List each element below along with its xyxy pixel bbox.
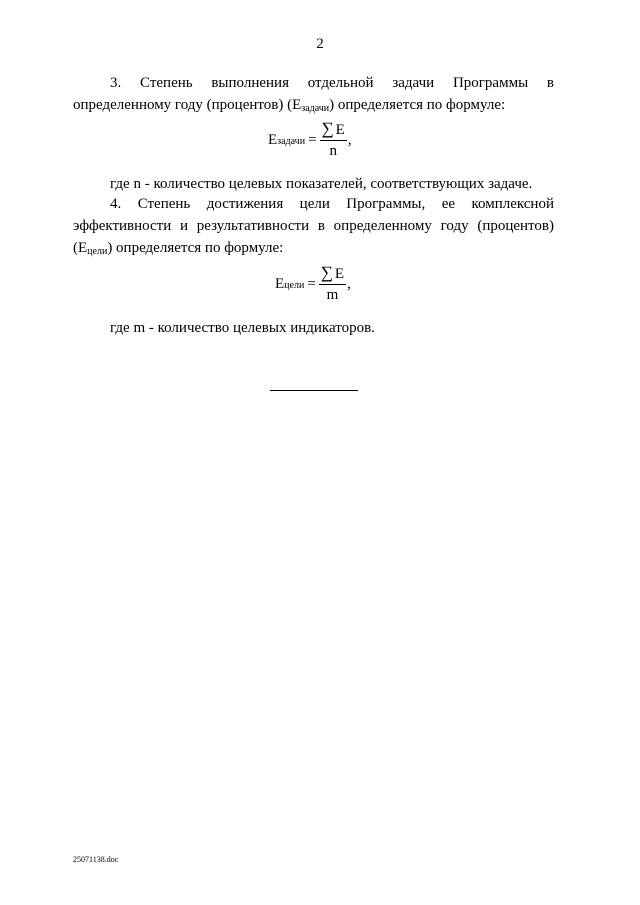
formula-task-lhs-symbol: Е [268,131,278,148]
sum-symbol: ∑ [321,119,334,138]
paragraph-3-line-2 [73,94,554,116]
formula-task [268,120,352,160]
formula-task-numerator-symbol: Е [335,122,345,138]
formula-goal [275,264,351,304]
paragraph-4-text-a: (Е [73,240,88,256]
formula-goal-fraction [319,264,346,304]
paragraph-3 [73,72,554,116]
formula-task-lhs: Е задачи [268,131,306,148]
footer-document-name: 25071138.doc [73,855,119,864]
sum-symbol: ∑ [320,263,333,282]
formula-goal-denominator: m [326,287,339,303]
formula-goal-comma: , [347,275,351,292]
formula-goal-lhs: Е цели [275,275,305,292]
formula-task-comma: , [347,131,352,148]
formula-task-equals: = [308,131,317,148]
paragraph-4-line-1: 4. Степень достижения цели Программы, ее комплексной [110,196,554,212]
paragraph-3-line-1: 3. Степень выполнения отдельной задачи Программы в [110,75,554,91]
formula-goal-lhs-symbol: Е [275,275,285,292]
paragraph-4-subscript: цели [87,246,108,257]
paragraph-3-where: где n - количество целевых показателей, соответствующих задаче. [110,176,533,192]
paragraph-4-line-2: эффективности и результативности в определенному году (процентов) [73,218,554,234]
formula-task-denominator: n [329,143,337,159]
formula-task-numerator [320,120,347,141]
end-separator-line [270,390,358,391]
paragraph-3-text-b: ) определяется по формуле: [329,97,506,113]
paragraph-3-text-a: определенному году (процентов) (Е [73,97,302,113]
page-number: 2 [316,36,324,52]
formula-goal-numerator-symbol: Е [334,266,345,282]
paragraph-3-subscript: задачи [301,103,330,114]
formula-goal-numerator [319,264,346,285]
formula-task-fraction [320,120,347,160]
paragraph-4 [73,193,554,259]
formula-goal-equals: = [307,275,316,292]
paragraph-4-where: где m - количество целевых индикаторов. [110,320,375,336]
paragraph-4-line-3 [73,237,554,259]
paragraph-4-text-b: ) определяется по формуле: [107,240,284,256]
